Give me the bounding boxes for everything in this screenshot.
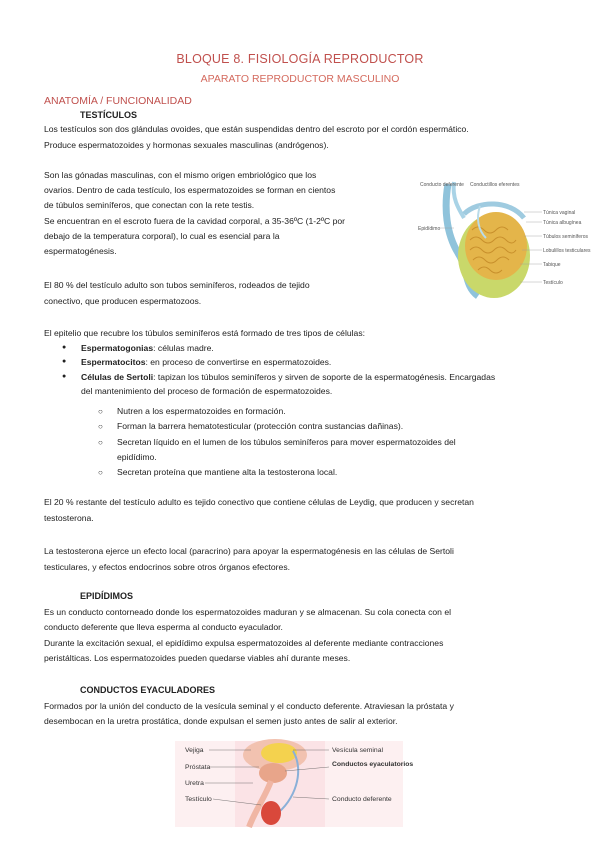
label-conductillos-eferentes: Conductillos eferentes	[470, 182, 520, 188]
label-conductos-eyaculatorios: Conductos eyaculatorios	[332, 761, 414, 768]
list-item: ○ Secretan líquido en el lumen de los túbulos seminíferos para mover espermatozoides del epidídimo.	[98, 435, 456, 466]
label-conducto-deferente: Conducto deferente	[332, 796, 392, 803]
cell-types-list	[62, 341, 495, 398]
page-title: BLOQUE 8. FISIOLOGÍA REPRODUCTOR	[176, 52, 424, 66]
testiculos-paragraph-6: La testosterona ejerce un efecto local (paracrino) para apoyar la espermatogénesis en las células de Sertoli testiculares, y efectos endocrinos sobre otros órganos efectores.	[44, 546, 454, 572]
list-item: ● Espermatocitos: en proceso de convertirse en espermatozoides.	[62, 355, 495, 369]
conductos-paragraph: Formados por la unión del conducto de la vesícula seminal y el conducto deferente. Atraviesan la próstata y desembocan en la uretra prostática, donde expulsan el semen justo antes de salir al exterior.	[44, 701, 454, 727]
label-vesicula-seminal: Vesícula seminal	[332, 747, 384, 754]
list-item: ● Células de Sertoli: tapizan los túbulos seminíferos y sirven de soporte de la espermatogénesis. Encargadas	[62, 370, 495, 384]
testiculos-paragraph-2: Son las gónadas masculinas, con el mismo origen embriológico que los ovarios. Dentro de cada testículo, los espermatozoides se forman en cientos de túbulos seminíferos, que conectan con la rete testis. Se encuentran en el escroto fuera de la cavidad corporal, a 35-36ºC (1-2ºC por debajo de la temperatura corporal), lo cual es esencial para la espermatogénesis.	[44, 170, 346, 257]
label-epididimo: Epidídimo	[418, 226, 441, 232]
reproductive-tract-diagram	[175, 741, 414, 827]
testiculos-paragraph-4: El epitelio que recubre los túbulos seminíferos está formado de tres tipos de células:	[44, 328, 366, 338]
testiculos-paragraph-1: Los testículos son dos glándulas ovoides, que están suspendidas dentro del escroto por el cordón espermático. Produce espermatozoides y hormonas sexuales masculinas (andrógenos).	[44, 124, 469, 151]
list-item-continuation: del mantenimiento del proceso de formación de espermatozoides.	[81, 385, 333, 396]
page-subtitle: APARATO REPRODUCTOR MASCULINO	[200, 73, 400, 85]
label-vejiga: Vejiga	[185, 747, 204, 754]
label-conducto-deferente: Conducto deferente	[420, 182, 464, 188]
list-item: ○ Secretan proteína que mantiene alta la testosterona local.	[98, 465, 456, 480]
testiculos-heading: TESTÍCULOS	[80, 110, 138, 120]
list-item: ● Espermatogonias: células madre.	[62, 341, 495, 355]
conductos-heading: CONDUCTOS EYACULADORES	[80, 685, 216, 695]
testiculos-paragraph-5: El 20 % restante del testículo adulto es tejido conectivo que contiene células de Leydig, que producen y secretan testosterona.	[44, 497, 474, 523]
label-testiculo: Testículo	[185, 796, 212, 803]
testicle-diagram	[418, 178, 591, 304]
label-uretra: Uretra	[185, 780, 204, 787]
label-prostata: Próstata	[185, 764, 211, 771]
epididimos-paragraph: Es un conducto contorneado donde los espermatozoides maduran y se almacenan. Su cola conecta con el conducto deferente que lleva esperma al conducto eyaculador. Durante la excitación sexual, el epidídimo expulsa espermatozoides al deferente mediante contracciones peristálticas. Los espermatozoides pueden quedarse viables ahí durante meses.	[44, 607, 452, 664]
label-tabique: Tabique	[543, 262, 561, 268]
list-item: ○ Nutren a los espermatozoides en formación.	[98, 404, 456, 419]
epididimos-heading: EPIDÍDIMOS	[80, 591, 134, 601]
list-item: ○ Forman la barrera hematotesticular (protección contra sustancias dañinas).	[98, 419, 456, 434]
label-lobulillos: Lobulillos testiculares	[543, 248, 591, 254]
label-tunica-vaginal: Túnica vaginal	[543, 210, 576, 216]
testiculos-paragraph-3: El 80 % del testículo adulto son tubos seminíferos, rodeados de tejido conectivo, que producen espermatozoos.	[44, 280, 310, 306]
label-testiculo: Testículo	[543, 280, 563, 286]
sertoli-functions-list	[98, 404, 456, 480]
label-tubulos: Túbulos seminíferos	[543, 234, 589, 240]
label-tunica-albuginea: Túnica albugínea	[543, 220, 582, 226]
section-heading: ANATOMÍA / FUNCIONALIDAD	[44, 95, 192, 107]
